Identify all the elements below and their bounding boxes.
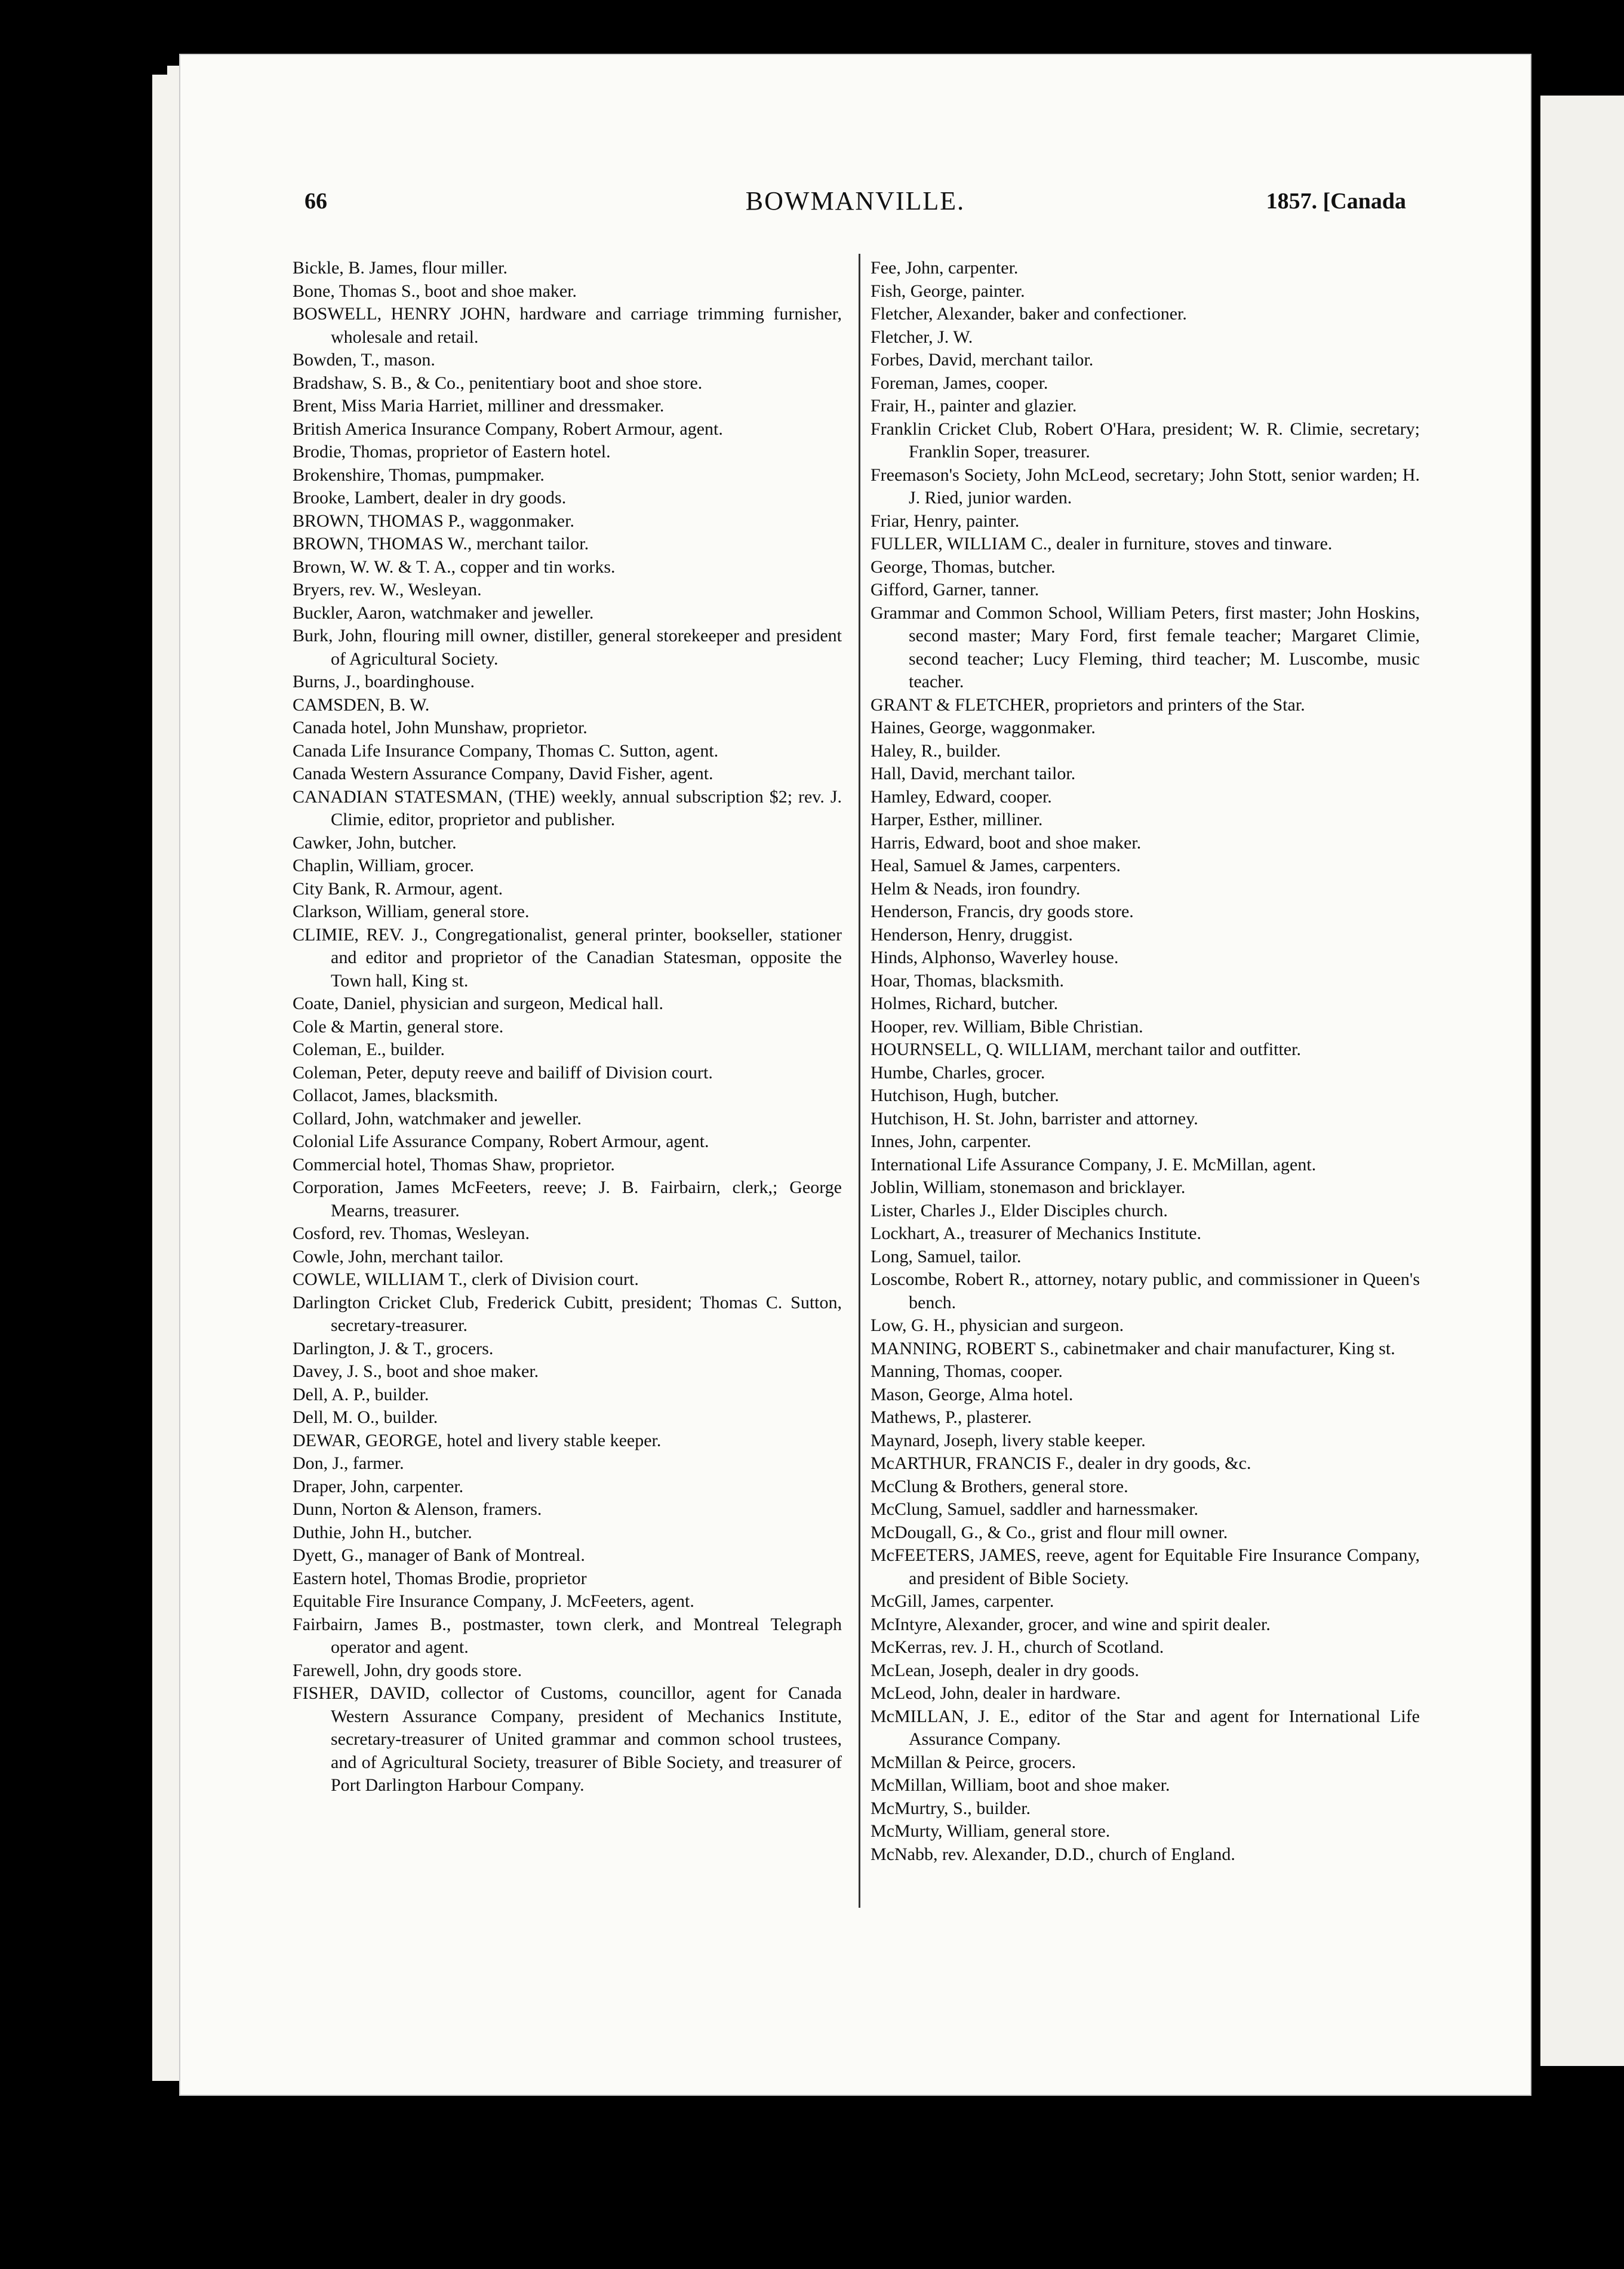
directory-entry: Fletcher, Alexander, baker and confectioner. [871,304,1187,324]
directory-entry: Grammar and Common School, William Peters, first master; John Hoskins, second master; Mary Ford, first female teacher; Margaret Climie, second teacher; Lucy Fleming, third teacher; M. Luscombe, music teacher. [871,602,1420,691]
column-divider [859,254,860,1908]
directory-entry: FISHER, DAVID, collector of Customs, councillor, agent for Canada Western Assurance Company, president of Mechanics Institute, secretary-treasurer of United grammar and common school trustees, and of Agricultural Society, treasurer of Bible Society, and treasurer of Port Darlington Harbour Company. [293,1683,842,1795]
directory-entry: Burns, J., boardinghouse. [293,672,475,691]
directory-entry: George, Thomas, butcher. [871,557,1056,577]
directory-entry: Cowle, John, merchant tailor. [293,1246,504,1266]
directory-entry: Eastern hotel, Thomas Brodie, proprietor [293,1568,587,1588]
directory-entry: Hamley, Edward, cooper. [871,786,1052,807]
directory-entry: Innes, John, carpenter. [871,1132,1032,1151]
directory-entry: Bryers, rev. W., Wesleyan. [293,580,482,599]
directory-entry: CAMSDEN, B. W. [293,694,430,715]
directory-entry: HOURNSELL, Q. WILLIAM, merchant tailor and outfitter. [871,1040,1301,1059]
directory-entry: Coate, Daniel, physician and surgeon, Medical hall. [293,994,663,1013]
directory-entry: FULLER, WILLIAM C., dealer in furniture, stoves and tinware. [871,534,1333,554]
directory-entry: Forbes, David, merchant tailor. [871,350,1094,370]
directory-entry: Collard, John, watchmaker and jeweller. [293,1108,582,1129]
directory-entry: British America Insurance Company, Robert Armour, agent. [293,419,723,439]
directory-entry: Farewell, John, dry goods store. [293,1660,522,1680]
directory-page [179,54,1531,2096]
directory-entry: McMurtry, S., builder. [871,1798,1031,1818]
directory-entry: Burk, John, flouring mill owner, distiller, general storekeeper and president of Agricultural Society. [293,626,842,669]
right-column [871,257,1420,1866]
directory-entry: Holmes, Richard, butcher. [871,994,1059,1013]
directory-entry: Fee, John, carpenter. [871,258,1019,278]
directory-entry: Coleman, Peter, deputy reeve and bailiff of Division court. [293,1062,713,1083]
directory-entry: BROWN, THOMAS P., waggonmaker. [293,511,574,531]
directory-entry: Low, G. H., physician and surgeon. [871,1315,1124,1335]
directory-entry: McLeod, John, dealer in hardware. [871,1683,1121,1703]
directory-entry: McMillan, William, boot and shoe maker. [871,1775,1170,1795]
directory-entry: McMILLAN, J. E., editor of the Star and agent for International Life Assurance Company. [871,1706,1420,1749]
directory-entry: Haines, George, waggonmaker. [871,718,1096,737]
directory-entry: McFEETERS, JAMES, reeve, agent for Equitable Fire Insurance Company, and president of Bible Society. [871,1545,1420,1588]
directory-entry: Fish, George, painter. [871,281,1025,301]
directory-entry: McMillan & Peirce, grocers. [871,1752,1076,1772]
directory-entry: McClung, Samuel, saddler and harnessmaker. [871,1499,1199,1519]
directory-entry: Harper, Esther, milliner. [871,810,1043,829]
directory-entry: COWLE, WILLIAM T., clerk of Division court. [293,1269,639,1289]
directory-entry: McDougall, G., & Co., grist and flour mill owner. [871,1522,1228,1542]
directory-entry: Clarkson, William, general store. [293,902,530,921]
directory-entry: Hutchison, H. St. John, barrister and attorney. [871,1108,1198,1129]
directory-entry: Hall, David, merchant tailor. [871,764,1076,783]
directory-entry: Fletcher, J. W. [871,327,973,347]
directory-entry: CANADIAN STATESMAN, (THE) weekly, annual subscription $2; rev. J. Climie, editor, proprietor and publisher. [293,786,842,829]
directory-entry: Gifford, Garner, tanner. [871,580,1039,599]
directory-entry: Corporation, James McFeeters, reeve; J. B. Fairbairn, clerk,; George Mearns, treasurer. [293,1177,842,1220]
directory-entry: Coleman, E., builder. [293,1040,445,1059]
directory-entry: Brent, Miss Maria Harriet, milliner and dressmaker. [293,396,665,416]
directory-entry: McGill, James, carpenter. [871,1591,1054,1611]
directory-entry: Henderson, Henry, druggist. [871,924,1073,945]
directory-entry: Hutchison, Hugh, butcher. [871,1086,1059,1105]
directory-entry: Don, J., farmer. [293,1453,404,1473]
directory-entry: Brooke, Lambert, dealer in dry goods. [293,488,567,508]
directory-entry: Humbe, Charles, grocer. [871,1062,1045,1083]
directory-entry: Bradshaw, S. B., & Co., penitentiary boot and shoe store. [293,373,703,393]
directory-entry: McClung & Brothers, general store. [871,1476,1128,1496]
directory-entry: Helm & Neads, iron foundry. [871,878,1081,899]
directory-entry: Dell, M. O., builder. [293,1407,438,1427]
directory-entry: Mathews, P., plasterer. [871,1407,1032,1427]
directory-entry: International Life Assurance Company, J. E. McMillan, agent. [871,1154,1317,1175]
directory-entry: Cole & Martin, general store. [293,1016,504,1037]
directory-entry: Buckler, Aaron, watchmaker and jeweller. [293,602,594,623]
directory-entry: Friar, Henry, painter. [871,511,1020,531]
directory-entry: Joblin, William, stonemason and bricklayer. [871,1177,1186,1197]
directory-entry: Harris, Edward, boot and shoe maker. [871,832,1142,853]
directory-entry: Bone, Thomas S., boot and shoe maker. [293,281,577,301]
directory-entry: Lister, Charles J., Elder Disciples church. [871,1200,1168,1220]
directory-entry: BROWN, THOMAS W., merchant tailor. [293,534,589,554]
page-title: BOWMANVILLE. [745,186,965,216]
directory-entry: Commercial hotel, Thomas Shaw, proprietor. [293,1154,615,1175]
directory-entry: Long, Samuel, tailor. [871,1246,1022,1266]
directory-entry: DEWAR, GEORGE, hotel and livery stable keeper. [293,1430,662,1450]
directory-entry: Manning, Thomas, cooper. [871,1361,1063,1381]
page-number: 66 [304,189,327,214]
directory-entry: Collacot, James, blacksmith. [293,1086,499,1105]
directory-entry: Haley, R., builder. [871,740,1001,761]
directory-entry: Equitable Fire Insurance Company, J. McFeeters, agent. [293,1591,694,1611]
directory-entry: Henderson, Francis, dry goods store. [871,902,1134,921]
directory-entry: CLIMIE, REV. J., Congregationalist, general printer, bookseller, stationer and editor and proprietor of the Canadian Statesman, opposite the Town hall, King st. [293,924,842,991]
directory-entry: Canada Life Insurance Company, Thomas C. Sutton, agent. [293,740,719,761]
directory-entry: Dell, A. P., builder. [293,1384,429,1404]
page-header [304,188,1406,224]
directory-entry: McMurty, William, general store. [871,1821,1111,1841]
directory-entry: Hoar, Thomas, blacksmith. [871,970,1065,991]
directory-entry: Dyett, G., manager of Bank of Montreal. [293,1545,585,1565]
directory-entry: Heal, Samuel & James, carpenters. [871,856,1121,875]
directory-entry: Franklin Cricket Club, Robert O'Hara, president; W. R. Climie, secretary; Franklin Soper, treasurer. [871,419,1420,462]
directory-entry: Chaplin, William, grocer. [293,856,475,875]
directory-entry: BOSWELL, HENRY JOHN, hardware and carriage trimming furnisher, wholesale and retail. [293,304,842,347]
directory-entry: Darlington, J. & T., grocers. [293,1338,494,1358]
directory-entry: Colonial Life Assurance Company, Robert Armour, agent. [293,1132,709,1151]
directory-entry: Bowden, T., mason. [293,350,435,370]
directory-entry: Canada Western Assurance Company, David Fisher, agent. [293,764,713,783]
directory-entry: City Bank, R. Armour, agent. [293,878,503,899]
directory-entry: McKerras, rev. J. H., church of Scotland. [871,1637,1164,1657]
directory-entry: Foreman, James, cooper. [871,373,1048,393]
directory-entry: Freemason's Society, John McLeod, secretary; John Stott, senior warden; H. J. Ried, junior warden. [871,465,1420,508]
directory-entry: Cawker, John, butcher. [293,832,457,853]
directory-entry: Loscombe, Robert R., attorney, notary public, and commissioner in Queen's bench. [871,1269,1420,1312]
directory-entry: GRANT & FLETCHER, proprietors and printers of the Star. [871,694,1305,715]
directory-entry: McARTHUR, FRANCIS F., dealer in dry goods, &c. [871,1453,1251,1473]
directory-entry: Brown, W. W. & T. A., copper and tin works. [293,557,616,577]
directory-entry: Canada hotel, John Munshaw, proprietor. [293,718,588,737]
left-column [293,257,842,1797]
directory-entry: Brodie, Thomas, proprietor of Eastern hotel. [293,442,611,462]
directory-entry: Mason, George, Alma hotel. [871,1384,1074,1404]
directory-entry: Lockhart, A., treasurer of Mechanics Institute. [871,1223,1201,1243]
directory-entry: Maynard, Joseph, livery stable keeper. [871,1430,1146,1450]
directory-entry: Cosford, rev. Thomas, Wesleyan. [293,1223,530,1243]
directory-entry: Bickle, B. James, flour miller. [293,258,508,278]
directory-entry: McNabb, rev. Alexander, D.D., church of England. [871,1844,1235,1864]
directory-entry: Brokenshire, Thomas, pumpmaker. [293,465,545,485]
directory-entry: Frair, H., painter and glazier. [871,396,1077,416]
directory-entry: Fairbairn, James B., postmaster, town clerk, and Montreal Telegraph operator and agent. [293,1614,842,1657]
directory-entry: McIntyre, Alexander, grocer, and wine and spirit dealer. [871,1614,1271,1634]
directory-entry: Darlington Cricket Club, Frederick Cubitt, president; Thomas C. Sutton, secretary-treasurer. [293,1292,842,1335]
year-section: 1857. [Canada [1266,189,1406,214]
directory-entry: Dunn, Norton & Alenson, framers. [293,1499,542,1519]
directory-entry: Hooper, rev. William, Bible Christian. [871,1016,1143,1037]
directory-entry: McLean, Joseph, dealer in dry goods. [871,1660,1139,1680]
directory-entry: MANNING, ROBERT S., cabinetmaker and chair manufacturer, King st. [871,1338,1395,1358]
directory-entry: Hinds, Alphonso, Waverley house. [871,948,1119,967]
directory-entry: Duthie, John H., butcher. [293,1522,472,1542]
directory-entry: Draper, John, carpenter. [293,1476,464,1496]
adjacent-page-edge [1540,96,1624,2066]
directory-entry: Davey, J. S., boot and shoe maker. [293,1361,539,1381]
